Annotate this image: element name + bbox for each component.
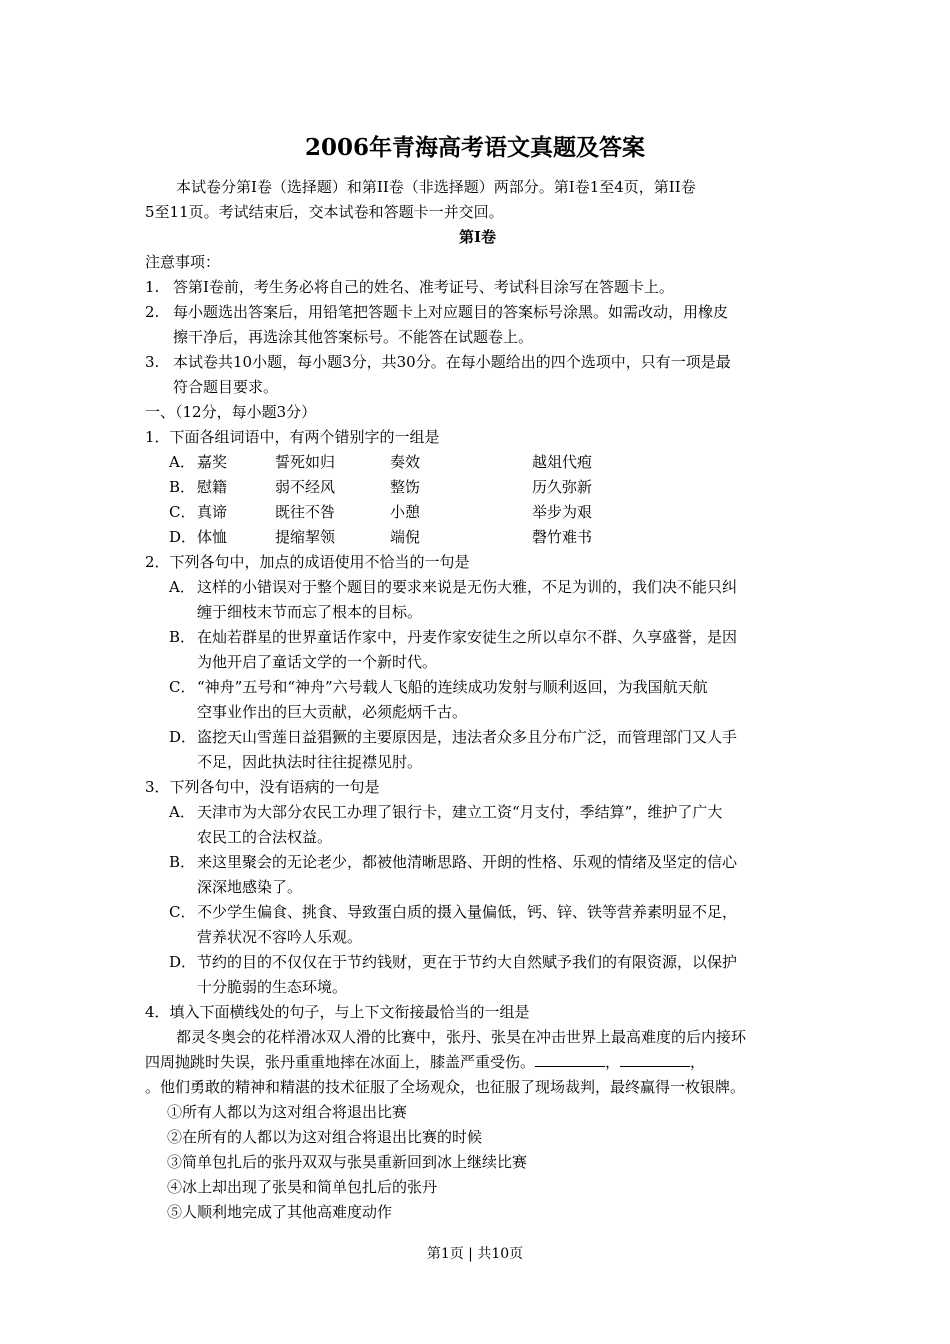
intro-paragraph	[145, 175, 810, 225]
part1-heading: 一、（12分，每小题3分）	[145, 403, 317, 421]
q4-item-3: ③简单包扎后的张丹双双与张昊重新回到冰上继续比赛	[167, 1153, 528, 1171]
q4-blank-2[interactable]	[620, 1052, 690, 1067]
q4-item-5: ⑤人顺利地完成了其他高难度动作	[167, 1203, 393, 1221]
q1-option-a: A． 嘉奖 誓死如归 奏效 越俎代疱	[169, 453, 593, 471]
q2-stem: 2．下列各句中，加点的成语使用不恰当的一句是	[145, 553, 470, 571]
q2-option-d: D．盗挖天山雪莲日益猖獗的主要原因是，违法者众多且分布广泛，而管理部门又人手	[169, 728, 738, 746]
q2-option-c: C． “神舟”五号和“神舟”六号载人飞船的连续成功发射与顺利返回，为我国航天航	[169, 678, 708, 696]
q3-option-d-cont: 十分脆弱的生态环境。	[197, 978, 348, 996]
q4-stem: 4．填入下面横线处的句子，与上下文衔接最恰当的一组是	[145, 1003, 530, 1021]
q3-option-b: B． 来这里聚会的无论老少，都被他清晰思路、开朗的性格、乐观的情绪及坚定的信心	[169, 853, 738, 871]
q1-option-d: D． 体恤 提缩挈领 端倪 磬竹难书	[169, 528, 593, 546]
note-item-3-cont: 符合题目要求。	[173, 378, 279, 396]
q2-option-a-cont: 缠于细枝末节而忘了根本的目标。	[197, 603, 423, 621]
q4-item-2: ②在所有的人都以为这对组合将退出比赛的时候	[167, 1128, 483, 1146]
note-item-2-cont: 擦干净后，再选涂其他答案标号。不能答在试题卷上。	[173, 328, 534, 346]
q2-option-a: A． 这样的小错误对于整个题目的要求来说是无伤大雅，不足为训的，我们决不能只纠	[169, 578, 738, 596]
q4-item-1: ①所有人都以为这对组合将退出比赛	[167, 1103, 408, 1121]
q4-passage-line-1: 都灵冬奥会的花样滑冰双人滑的比赛中，张丹、张昊在冲击世界上最高难度的后内接环	[176, 1028, 747, 1046]
question-4	[145, 1000, 810, 1225]
question-1	[145, 425, 810, 550]
q4-item-4: ④冰上却出现了张昊和简单包扎后的张丹	[167, 1178, 438, 1196]
q4-passage-line-3: 。他们勇敢的精神和精湛的技术征服了全场观众，也征服了现场裁判，最终赢得一枚银牌。	[145, 1078, 746, 1096]
q4-passage-line-2: 四周抛跳时失误，张丹重重地摔在冰面上，膝盖严重受伤。 ， ，	[145, 1053, 706, 1071]
intro-line-1: 本试卷分第Ⅰ卷（选择题）和第ⅠⅠ卷（非选择题）两部分。第Ⅰ卷1至4页，第ⅠⅠ卷	[176, 178, 696, 196]
q2-option-c-cont: 空事业作出的巨大贡献，必须彪炳千古。	[197, 703, 468, 721]
q3-option-c: C． 不少学生偏食、挑食、导致蛋白质的摄入量偏低，钙、锌、铁等营养素明显不足，	[169, 903, 738, 921]
page-footer: 第1页 | 共10页	[426, 1246, 524, 1262]
notes-heading: 注意事项：	[145, 253, 221, 271]
q3-option-c-cont: 营养状况不容吟人乐观。	[197, 928, 363, 946]
q1-option-c: C． 真谛 既往不咎 小憩 举步为艰	[169, 503, 593, 521]
page-title: 2006年青海高考语文真题及答案	[304, 134, 645, 161]
section-heading: 第Ⅰ卷	[458, 228, 497, 246]
note-item-1: 1. 答第Ⅰ卷前，考生务必将自己的姓名、准考证号、考试科目涂写在答题卡上。	[145, 278, 674, 296]
q3-stem: 3．下列各句中，没有语病的一句是	[145, 778, 380, 796]
q3-option-d: D．节约的目的不仅仅在于节约钱财，更在于节约大自然赋予我们的有限资源，以保护	[169, 953, 738, 971]
q3-option-a-cont: 农民工的合法权益。	[197, 828, 333, 846]
q2-option-d-cont: 不足，因此执法时往往捉襟见肘。	[197, 753, 423, 771]
notes-section	[145, 250, 810, 425]
question-2	[145, 550, 810, 775]
intro-line-2: 5至11页。考试结束后，交本试卷和答题卡一并交回。	[145, 203, 504, 221]
q2-option-b-cont: 为他开启了童话文学的一个新时代。	[197, 653, 438, 671]
q1-stem: 1．下面各组词语中，有两个错别字的一组是	[145, 428, 440, 446]
q4-blank-1[interactable]	[535, 1052, 605, 1067]
question-3	[145, 775, 810, 1000]
q3-option-a: A． 天津市为大部分农民工办理了银行卡，建立工资“月支付，季结算”，维护了广大	[169, 803, 723, 821]
note-item-2: 2. 每小题选出答案后，用铅笔把答题卡上对应题目的答案标号涂黑。如需改动，用橡皮	[145, 303, 729, 321]
q1-option-b: B． 慰籍 弱不经风 整饬 历久弥新	[169, 478, 593, 496]
q2-option-b: B． 在灿若群星的世界童话作家中，丹麦作家安徒生之所以卓尔不群、久享盛誉，是因	[169, 628, 738, 646]
note-item-3: 3. 本试卷共10小题，每小题3分，共30分。在每小题给出的四个选项中，只有一项是最	[145, 353, 731, 371]
q3-option-b-cont: 深深地感染了。	[197, 878, 303, 896]
